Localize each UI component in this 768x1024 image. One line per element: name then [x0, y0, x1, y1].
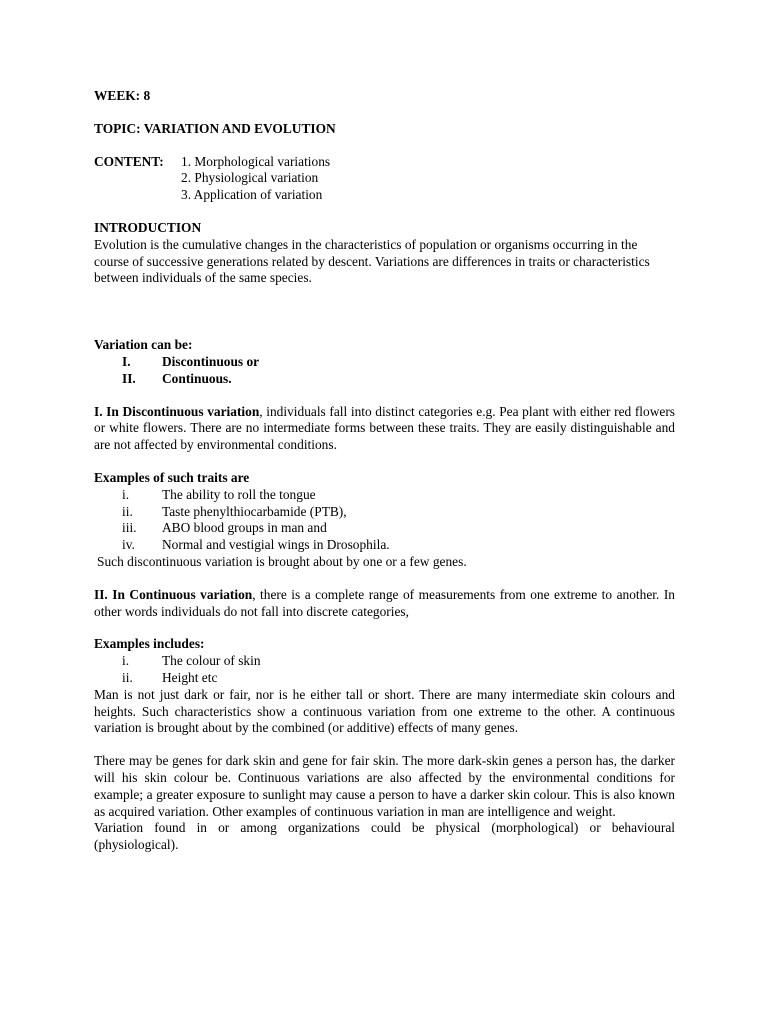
continuous-examples-list — [94, 653, 675, 687]
list-number: ii. — [122, 669, 133, 685]
list-number: II. — [122, 370, 136, 386]
list-number: iii. — [122, 520, 137, 536]
list-text: ABO blood groups in man and — [162, 520, 327, 536]
list-number: i. — [122, 486, 130, 502]
list-text: Normal and vestigial wings in Drosophila. — [162, 537, 390, 553]
list-text: The ability to roll the tongue — [162, 486, 316, 502]
list-number: ii. — [122, 503, 133, 519]
continuous-text: , there is a complete range of measurements from one extreme to another. In other words individuals do not fall into discrete categories, — [94, 586, 675, 619]
list-text: Height etc — [162, 669, 218, 685]
continuous-paragraph-3: Variation found in or among organizations could be physical (morphological) or behavioural (physiological). — [94, 820, 675, 853]
continuous-paragraph-1: Man is not just dark or fair, nor is he either tall or short. There are many intermediate skin colours and heights. Such characteristics show a continuous variation from one extreme to the other. A continuous variation is brought about by the combined (or additive) effects of many genes. — [94, 686, 675, 736]
list-item — [94, 537, 675, 554]
list-text: Discontinuous or — [162, 353, 260, 369]
list-item — [94, 653, 675, 670]
continuous-lead: II. In Continuous variation — [94, 586, 253, 602]
list-text: Taste phenylthiocarbamide (PTB), — [162, 503, 347, 519]
list-item — [94, 354, 675, 371]
content-item: 3. Application of variation — [181, 187, 323, 203]
variation-heading: Variation can be: — [94, 337, 193, 353]
continuous-paragraph — [94, 587, 675, 621]
list-number: I. — [122, 353, 131, 369]
content-list — [181, 154, 675, 204]
list-number: i. — [122, 653, 130, 669]
variation-types-list — [94, 354, 675, 388]
list-item — [94, 487, 675, 504]
discontinuous-lead: I. In Discontinuous variation — [94, 403, 260, 419]
discontinuous-paragraph — [94, 404, 675, 454]
continuous-paragraph-2: There may be genes for dark skin and gene for fair skin. The more dark-skin genes a person has, the darker will his skin colour be. Continuous variations are also affected by the environmental conditions for example; a greater exposure to sunlight may cause a person to have a darker skin colour. This is also known as acquired variation. Other examples of continuous variation in man are intelligence and weight. — [94, 753, 675, 819]
discontinuous-examples-list — [94, 487, 675, 554]
week-heading: WEEK: 8 — [94, 88, 151, 103]
topic-heading: TOPIC: VARIATION AND EVOLUTION — [94, 120, 336, 136]
content-item: 1. Morphological variations — [181, 153, 331, 169]
list-text: Continuous. — [162, 370, 232, 386]
list-item — [94, 371, 675, 388]
content-item: 2. Physiological variation — [181, 170, 319, 186]
introduction-heading: INTRODUCTION — [94, 219, 202, 235]
introduction-text: Evolution is the cumulative changes in the characteristics of population or organisms occurring in the course of successive generations related by descent. Variations are differences in traits or characteristics between individuals of the same species. — [94, 236, 650, 286]
document-body — [94, 88, 675, 854]
discontinuous-examples-heading: Examples of such traits are — [94, 469, 250, 485]
list-item — [94, 520, 675, 537]
discontinuous-closing: Such discontinuous variation is brought about by one or a few genes. — [97, 553, 467, 569]
content-section — [94, 154, 675, 204]
list-number: iv. — [122, 537, 135, 553]
content-label: CONTENT: — [94, 153, 164, 169]
list-text: The colour of skin — [162, 653, 261, 669]
discontinuous-text: , individuals fall into distinct categories e.g. Pea plant with either red flowers or white flowers. There are no intermediate forms between these traits. They are easily distinguishable and are not affected by environmental conditions. — [94, 403, 675, 453]
list-item — [94, 670, 675, 687]
continuous-examples-heading: Examples includes: — [94, 636, 205, 652]
list-item — [94, 504, 675, 521]
